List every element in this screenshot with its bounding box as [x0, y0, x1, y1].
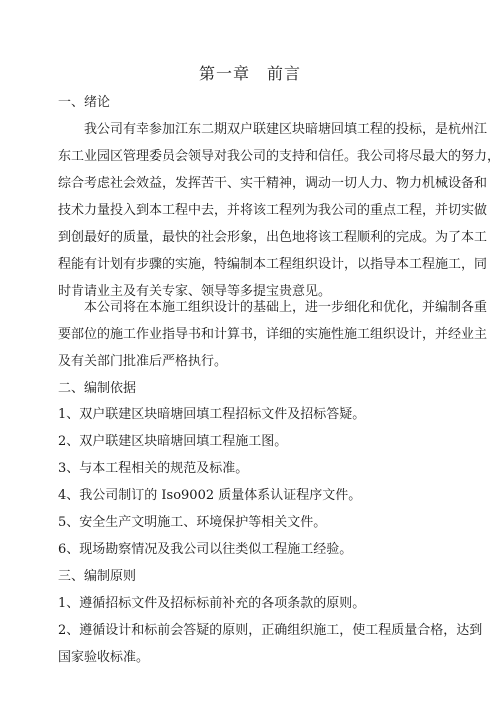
list-item: 2、遵循设计和标前会答疑的原则，正确组织施工，使工程质量合格，达到 [58, 623, 483, 638]
list-item: 1、双户联建区块暗塘回填工程招标文件及招标答疑。 [58, 407, 366, 422]
paragraph-line: 综合考虑社会效益，发挥苦干、实干精神，调动一切人力、物力机械设备和 [58, 176, 488, 191]
list-item: 1、遵循招标文件及招标标前补充的各项条款的原则。 [58, 596, 366, 611]
list-item: 5、安全生产文明施工、环境保护等相关文件。 [58, 515, 327, 530]
paragraph-line: 时肯请业主及有关专家、领导等多提宝贵意见。 [58, 284, 332, 299]
paragraph-line: 要部位的施工作业指导书和计算书，详细的实施性施工组织设计，并经业主 [58, 327, 488, 342]
list-item: 3、与本工程相关的规范及标准。 [58, 461, 249, 476]
paragraph-line: 我公司有幸参加江东二期双户联建区块暗塘回填工程的投标，是杭州江 [84, 122, 488, 137]
list-item: 6、现场勘察情况及我公司以往类似工程施工经验。 [58, 542, 353, 557]
list-item: 2、双户联建区块暗塘回填工程施工图。 [58, 434, 288, 449]
section-heading: 三、编制原则 [58, 569, 137, 584]
list-item: 国家验收标准。 [58, 650, 150, 665]
paragraph-line: 技术力量投入到本工程中去，并将该工程列为我公司的重点工程，并切实做 [58, 203, 488, 218]
paragraph-line: 本公司将在本施工组织设计的基础上，进一步细化和优化，并编制各重 [84, 300, 488, 315]
paragraph-line: 到创最好的质量，最快的社会形象，出色地将该工程顺利的完成。为了本工 [58, 230, 488, 245]
list-item: 4、我公司制订的 Iso9002 质量体系认证程序文件。 [58, 488, 362, 503]
paragraph-line: 程能有计划有步骤的实施，特编制本工程组织设计，以指导本工程施工，同 [58, 257, 488, 272]
paragraph-line: 及有关部门批准后严格执行。 [58, 354, 228, 369]
chapter-title: 第一章 前言 [198, 64, 301, 83]
section-heading: 二、编制依据 [58, 381, 137, 396]
paragraph-line: 东工业园区管理委员会领导对我公司的支持和信任。我公司将尽最大的努力， [58, 149, 500, 164]
section-heading: 一、绪论 [58, 95, 111, 110]
